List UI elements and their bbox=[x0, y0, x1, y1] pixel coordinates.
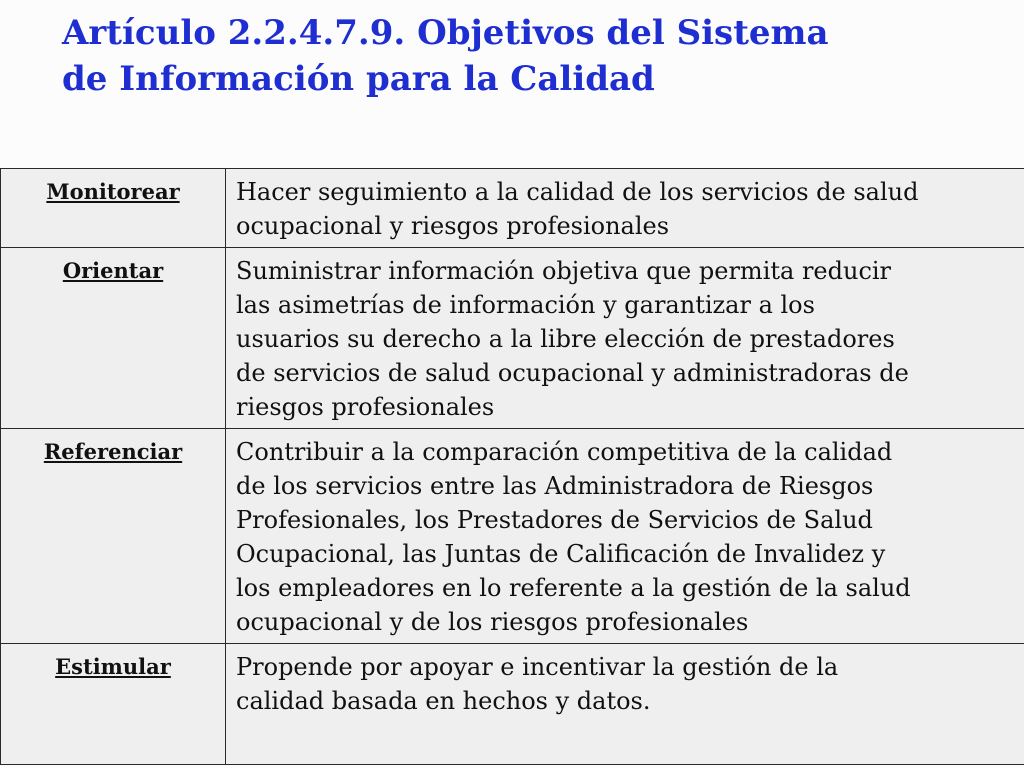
description-line: ocupacional y de los riesgos profesionales bbox=[236, 608, 749, 636]
description-line: de servicios de salud ocupacional y administradoras de bbox=[236, 359, 909, 387]
description-line: Contribuir a la comparación competitiva de la calidad bbox=[236, 438, 893, 466]
term-label-referenciar: Referenciar bbox=[43, 439, 183, 464]
term-cell bbox=[1, 644, 226, 765]
description-line: de los servicios entre las Administradora de Riesgos bbox=[236, 472, 874, 500]
slide-title-line-2: de Información para la Calidad bbox=[62, 59, 655, 99]
description-cell bbox=[226, 248, 1024, 429]
table-row bbox=[1, 169, 1024, 248]
term-label-orientar: Orientar bbox=[62, 258, 164, 283]
slide-title-line-1: Artículo 2.2.4.7.9. Objetivos del Sistema bbox=[62, 13, 829, 53]
description-cell bbox=[226, 169, 1024, 248]
description-line: riesgos profesionales bbox=[236, 393, 495, 421]
description-line: Ocupacional, las Juntas de Calificación de Invalidez y bbox=[236, 540, 886, 568]
table-row bbox=[1, 429, 1024, 644]
slide-title bbox=[62, 10, 962, 102]
description-line: Propende por apoyar e incentivar la gestión de la bbox=[236, 653, 839, 681]
table-row bbox=[1, 248, 1024, 429]
description-line: Profesionales, los Prestadores de Servicios de Salud bbox=[236, 506, 873, 534]
description-line: Suministrar información objetiva que permita reducir bbox=[236, 257, 892, 285]
term-cell bbox=[1, 248, 226, 429]
description-line: ocupacional y riesgos profesionales bbox=[236, 212, 670, 240]
term-cell bbox=[1, 169, 226, 248]
description-line: usuarios su derecho a la libre elección de prestadores bbox=[236, 325, 895, 353]
description-cell bbox=[226, 644, 1024, 765]
description-line: Hacer seguimiento a la calidad de los servicios de salud bbox=[236, 178, 919, 206]
objectives-table bbox=[0, 168, 1024, 765]
term-label-monitorear: Monitorear bbox=[46, 179, 180, 204]
description-cell bbox=[226, 429, 1024, 644]
term-cell bbox=[1, 429, 226, 644]
table-row bbox=[1, 644, 1024, 765]
term-label-estimular: Estimular bbox=[55, 654, 171, 679]
description-line: calidad basada en hechos y datos. bbox=[236, 687, 651, 715]
description-line: las asimetrías de información y garantizar a los bbox=[236, 291, 815, 319]
description-line: los empleadores en lo referente a la gestión de la salud bbox=[236, 574, 911, 602]
